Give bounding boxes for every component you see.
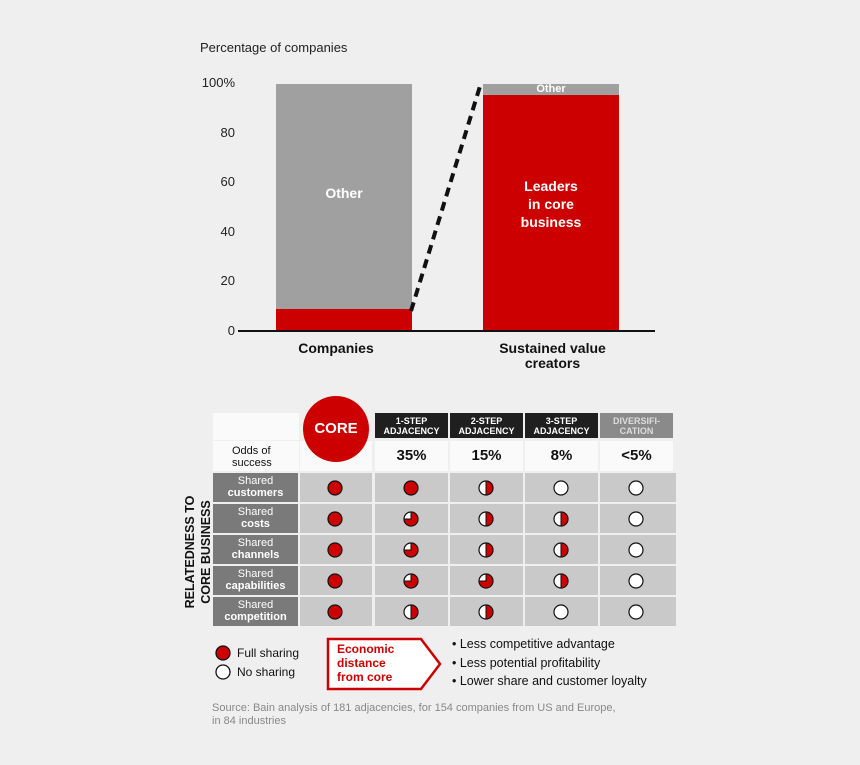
- grid-cell: [450, 473, 523, 502]
- connector-dashed-line: [411, 83, 481, 311]
- sharing-level-icon: [450, 535, 523, 564]
- grid-cell: [375, 535, 448, 564]
- grid-cell: [525, 535, 598, 564]
- grid-cell: [525, 473, 598, 502]
- grid-cell: [450, 535, 523, 564]
- sharing-level-icon: [375, 566, 448, 595]
- x-category-label: Sustained value creators: [499, 340, 606, 371]
- table-corner: [213, 413, 299, 440]
- odds-value: 15%: [450, 441, 523, 471]
- bar-segment-label: Other: [536, 83, 566, 95]
- row-label: Shared costs: [213, 504, 298, 533]
- sharing-level-icon: [300, 504, 372, 533]
- bullet-item: • Lower share and customer loyalty: [452, 674, 647, 688]
- grid-cell: [300, 473, 372, 502]
- grid-cell: [525, 566, 598, 595]
- row-label: Shared channels: [213, 535, 298, 564]
- x-category-label: Companies: [298, 340, 374, 356]
- y-axis-label: Percentage of companies: [200, 40, 348, 55]
- row-label: Shared customers: [213, 473, 298, 502]
- grid-cell: [525, 504, 598, 533]
- bullet-list: [452, 635, 647, 691]
- sharing-level-icon: [600, 504, 676, 533]
- legend-full-label: Full sharing: [237, 646, 300, 660]
- bullet-item: • Less potential profitability: [452, 655, 601, 670]
- sharing-level-icon: [525, 504, 598, 533]
- sharing-level-icon: [450, 566, 523, 595]
- sharing-level-icon: [600, 597, 676, 626]
- grid-cell: [525, 597, 598, 626]
- sharing-level-icon: [375, 504, 448, 533]
- sharing-level-icon: [300, 535, 372, 564]
- sharing-level-icon: [300, 566, 372, 595]
- grid-cell: [300, 535, 372, 564]
- sharing-level-icon: [525, 535, 598, 564]
- odds-label: Odds of success: [213, 441, 299, 471]
- y-tick-label: 0: [227, 323, 235, 338]
- column-header: 1-STEP ADJACENCY: [375, 413, 448, 438]
- odds-value: 35%: [375, 441, 448, 471]
- sharing-level-icon: [375, 597, 448, 626]
- column-header: 3-STEP ADJACENCY: [525, 413, 598, 438]
- legend-icons: [214, 644, 234, 684]
- column-header: DIVERSIFI- CATION: [600, 413, 673, 438]
- sharing-level-icon: [375, 473, 448, 502]
- grid-cell: [600, 535, 676, 564]
- y-tick-label: 100%: [201, 75, 235, 90]
- grid-cell: [600, 597, 676, 626]
- y-tick-label: 20: [220, 273, 235, 289]
- row-label: Shared competition: [213, 597, 298, 626]
- row-label: Shared capabilities: [213, 566, 298, 595]
- core-badge: CORE: [303, 396, 369, 462]
- sharing-level-icon: [525, 597, 598, 626]
- sharing-level-icon: [375, 535, 448, 564]
- grid-cell: [300, 566, 372, 595]
- grid-cell: [300, 597, 372, 626]
- grid-cell: [450, 597, 523, 626]
- y-tick-label: 60: [220, 174, 235, 190]
- sharing-level-icon: [600, 473, 676, 502]
- full-sharing-icon: [216, 646, 230, 660]
- grid-cell: [600, 473, 676, 502]
- grid-cell: [600, 504, 676, 533]
- sharing-level-icon: [300, 473, 372, 502]
- y-tick-label: 40: [220, 223, 235, 239]
- side-label: [175, 487, 221, 617]
- grid-cell: [375, 597, 448, 626]
- grid-cell: [300, 504, 372, 533]
- column-header: 2-STEP ADJACENCY: [450, 413, 523, 438]
- grid-cell: [375, 566, 448, 595]
- sharing-level-icon: [300, 597, 372, 626]
- grid-cell: [375, 473, 448, 502]
- arrow-text: Economic distance from core: [337, 642, 395, 684]
- grid-cell: [450, 504, 523, 533]
- sharing-level-icon: [450, 597, 523, 626]
- odds-value: 8%: [525, 441, 598, 471]
- odds-value: <5%: [600, 441, 673, 471]
- grid-cell: [450, 566, 523, 595]
- bar-segment-label: Other: [325, 185, 363, 201]
- bullet-item: • Less competitive advantage: [452, 637, 615, 651]
- sharing-level-icon: [525, 473, 598, 502]
- grid-cell: [600, 566, 676, 595]
- sharing-level-icon: [600, 566, 676, 595]
- legend-none-label: No sharing: [237, 665, 296, 679]
- sharing-level-icon: [450, 473, 523, 502]
- source-note: Source: Bain analysis of 181 adjacencies, for 154 companies from US and Europe, in 84 industries: [212, 702, 616, 727]
- bar-segment-label: Leaders in core business: [520, 178, 582, 230]
- sharing-level-icon: [525, 566, 598, 595]
- sharing-level-icon: [450, 504, 523, 533]
- grid-cell: [375, 504, 448, 533]
- sharing-level-icon: [600, 535, 676, 564]
- y-tick-label: 80: [220, 124, 235, 140]
- side-label-line: CORE BUSINESS: [199, 500, 213, 604]
- no-sharing-icon: [216, 665, 230, 679]
- side-label-line: RELATEDNESS TO: [183, 495, 197, 609]
